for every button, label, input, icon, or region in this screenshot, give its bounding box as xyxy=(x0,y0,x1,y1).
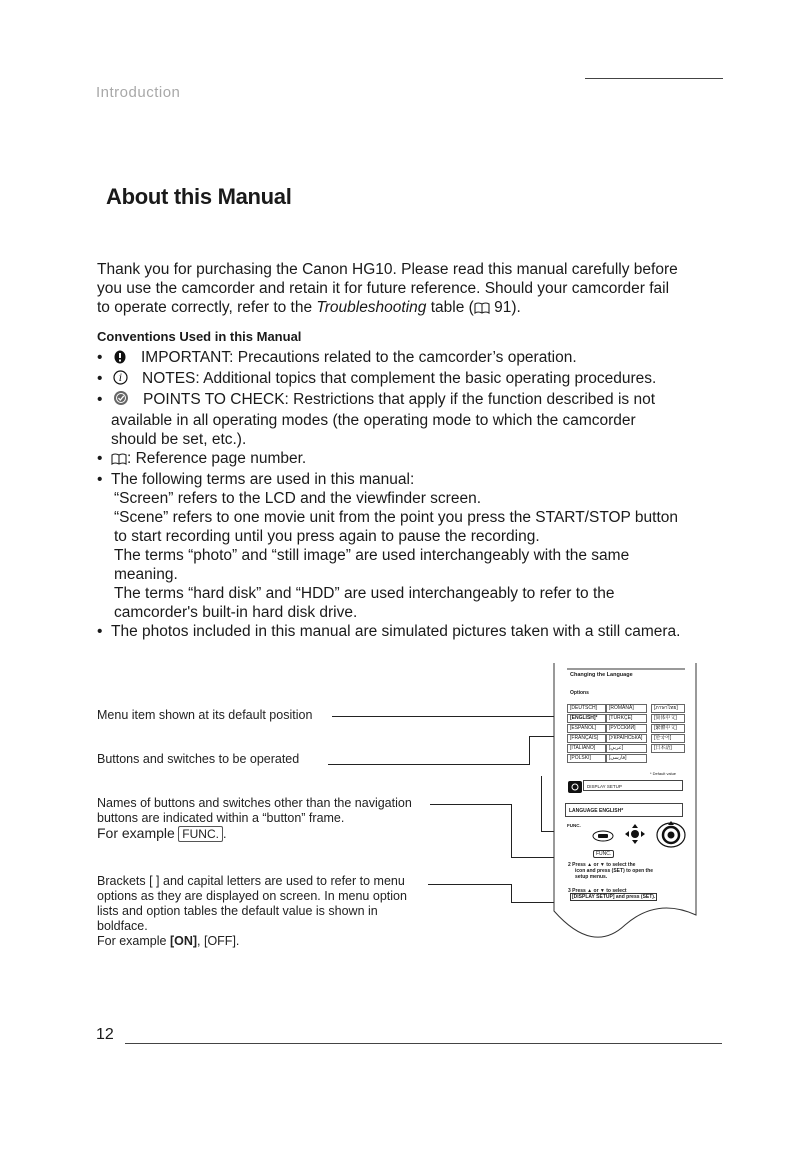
leader-line xyxy=(332,716,554,717)
option-cell: [DEUTSCH] xyxy=(567,704,606,713)
option-cell: [FRANÇAIS] xyxy=(567,734,606,743)
list-item: • The following terms are used in this manual: “Screen” refers to the LCD and the viewfinder screen. “Scene” refers to one movie unit from the point you press the START/STOP button to start recording until you press again to pause the recording. The terms “photo” and “still image” are used interchangeably with the same meaning. The terms “hard disk” and “HDD” are used interchangeably to refer to the camcorder's built-in hard disk drive. xyxy=(97,470,707,622)
list-item: • POINTS TO CHECK: Restrictions that apply if the function described is not available in all operating modes (the operating mode to which the camcorder should be set, etc.). xyxy=(97,390,707,449)
important-icon xyxy=(113,350,127,369)
callout-names: Names of buttons and switches other than the navigation buttons are indicated within a “button” frame. For example FUNC. . xyxy=(97,796,412,841)
intro-line-1: Thank you for purchasing the Canon HG10. Please read this manual carefully before xyxy=(97,261,678,278)
svg-text:i: • i xyxy=(118,373,123,384)
func-button-example: FUNC. xyxy=(178,826,223,842)
example-step-2: 2 Press ▲ or ▼ to select the icon and press (SET) to open the setup menus. xyxy=(568,862,654,880)
option-cell: [한국어] xyxy=(651,734,685,743)
callout-buttons: Buttons and switches to be operated xyxy=(97,752,300,766)
conventions-heading: Conventions Used in this Manual xyxy=(97,329,302,344)
points-to-check-icon xyxy=(113,390,129,411)
callout-brackets: Brackets [ ] and capital letters are used to refer to menu options as they are displayed on screen. In menu option lists and option tables the default value is shown in boldface. For example [ON], [OFF]. xyxy=(97,874,407,948)
option-cell: [POLSKI] xyxy=(567,754,606,763)
leader-line xyxy=(428,884,512,885)
header-rule xyxy=(585,78,723,79)
intro-line-2: you use the camcorder and retain it for future reference. Should your camcorder fail xyxy=(97,280,670,297)
book-icon xyxy=(474,300,490,319)
example-title: Changing the Language xyxy=(570,672,633,678)
option-cell: [TÜRKÇE] xyxy=(606,714,647,723)
set-button-icon xyxy=(655,820,687,853)
list-item: • i NOTES: Additional topics that complement the basic operating procedures. xyxy=(97,369,707,390)
option-cell: [简体中文] xyxy=(651,714,685,723)
callout-menu-default: Menu item shown at its default position xyxy=(97,708,313,722)
option-cell: [ภาษาไทย] xyxy=(651,704,685,713)
intro-paragraph xyxy=(97,260,707,319)
option-cell: [日本語] xyxy=(651,744,685,753)
option-cell: [РУССКИЙ] xyxy=(606,724,647,733)
example-options-label: Options xyxy=(570,690,589,696)
option-cell: [ENGLISH]* xyxy=(567,714,606,723)
option-cell: [ROMÂNĂ] xyxy=(606,704,647,713)
leader-line xyxy=(511,804,512,858)
intro-line-3: to operate correctly, refer to the Troubleshooting table ( 91). xyxy=(97,298,707,319)
list-item: • The photos included in this manual are simulated pictures taken with a still camera. xyxy=(97,622,707,641)
example-default-note: * Default value xyxy=(650,771,677,776)
leader-line xyxy=(328,764,530,765)
example-step-3: 3 Press ▲ or ▼ to select [DISPLAY SETUP] and press (SET). xyxy=(568,888,656,900)
option-cell: [ESPAÑOL] xyxy=(567,724,606,733)
page-title: About this Manual xyxy=(106,184,292,209)
notes-icon xyxy=(113,370,128,390)
list-item: • IMPORTANT: Precautions related to the camcorder’s operation. xyxy=(97,348,707,369)
example-language-row: LANGUAGE ENGLISH* xyxy=(565,803,683,817)
func-button-icon xyxy=(592,829,614,847)
example-menu-icon xyxy=(568,780,582,798)
option-cell: [繁體中文] xyxy=(651,724,685,733)
leader-line xyxy=(430,804,512,805)
example-func-frame: FUNC. xyxy=(593,850,614,858)
option-cell: [فارسی] xyxy=(606,754,647,763)
page-number: 12 xyxy=(96,1026,114,1043)
leader-line xyxy=(529,736,530,765)
section-label: Introduction xyxy=(96,84,181,101)
leader-line xyxy=(541,776,542,832)
option-cell: [УКРАЇНСЬКА] xyxy=(606,734,647,743)
troubleshooting-link: Troubleshooting xyxy=(316,299,427,316)
joystick-icon xyxy=(624,823,646,850)
option-cell: [ITALIANO] xyxy=(567,744,606,753)
list-item: • : Reference page number. xyxy=(97,449,707,470)
conventions-list xyxy=(97,348,707,641)
book-icon xyxy=(111,451,127,470)
example-func-label: FUNC. xyxy=(567,823,581,828)
leader-line xyxy=(511,884,512,902)
option-cell: [عربي] xyxy=(606,744,647,753)
example-display-setup: DISPLAY SETUP xyxy=(583,780,683,791)
footer-rule xyxy=(125,1043,722,1044)
